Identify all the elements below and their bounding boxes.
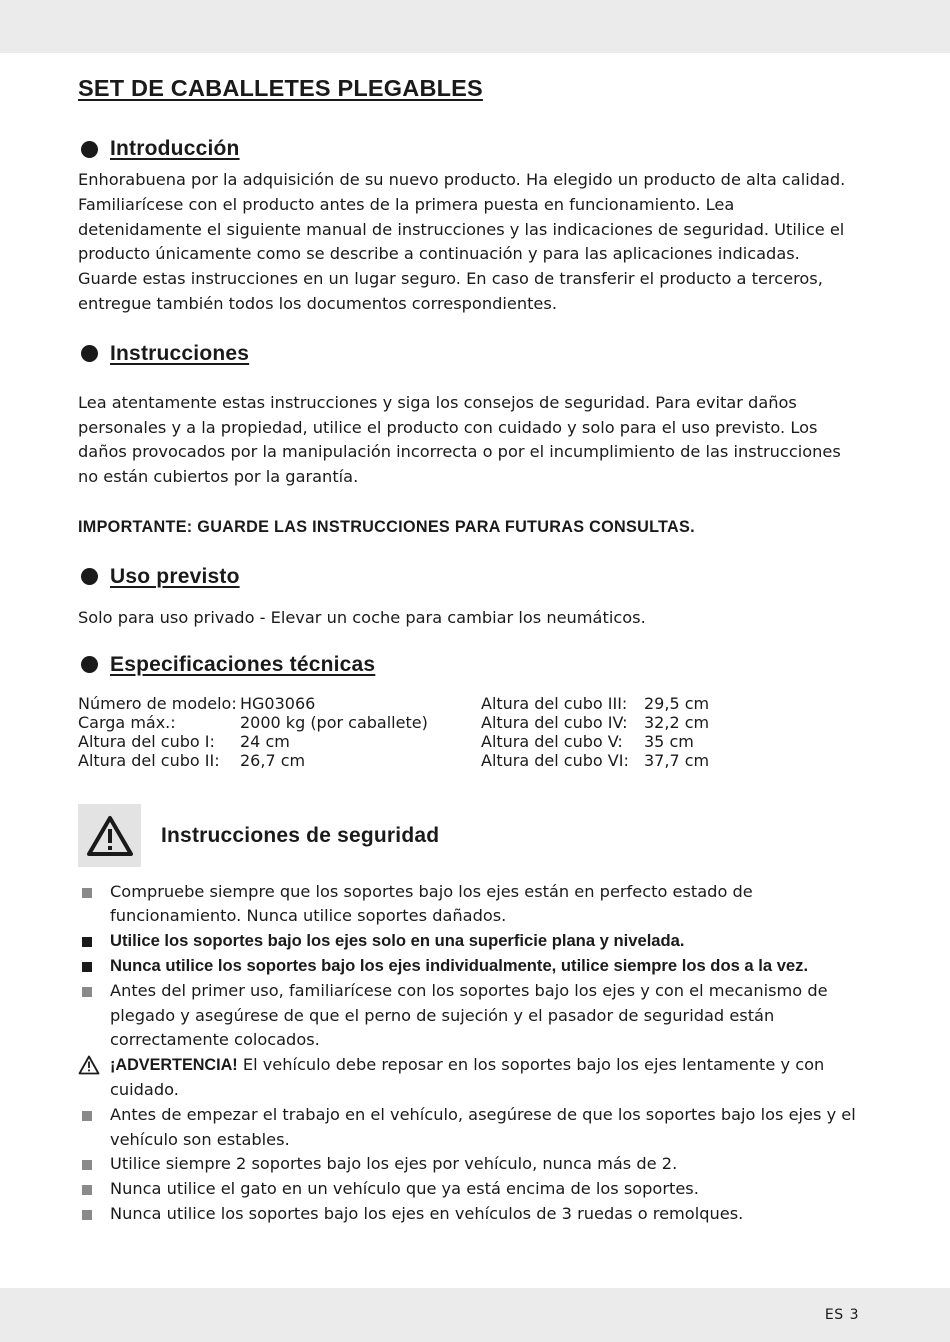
spec-value: 24 cm [240,731,290,751]
footer-language: ES [824,1307,844,1323]
list-item [78,880,863,930]
section-instructions-heading [78,337,863,371]
spec-label: Altura del cubo III: [481,693,628,713]
square-bullet-icon [82,962,92,972]
warning-box [78,804,141,867]
specs-left-column [78,694,428,770]
spec-label: Carga máx.: [78,712,176,732]
item-text: Nunca utilice los soportes bajo los ejes en vehículos de 3 ruedas o remolques. [110,1203,744,1223]
section-specs-heading [78,648,863,682]
spec-value: HG03066 [240,693,316,713]
list-item [78,1177,863,1202]
spec-value: 2000 kg (por caballete) [240,712,428,732]
specs-right-column [481,694,709,770]
square-bullet-icon [82,1210,92,1220]
square-bullet-icon [82,1160,92,1170]
bullet-icon [81,141,98,158]
item-text: Nunca utilice el gato en un vehículo que ya está encima de los soportes. [110,1179,699,1199]
header-bar [0,0,950,53]
safety-title: Instrucciones de seguridad [161,823,440,847]
square-bullet-icon [82,1111,92,1121]
footer-bar [0,1288,950,1342]
page-number: 3 [849,1307,859,1323]
item-text: El vehículo debe reposar en los soportes bajo los ejes lentamente y con cuidado. [110,1055,825,1099]
instructions-paragraph: Lea atentamente estas instrucciones y siga los consejos de seguridad. Para evitar daños personales y a la propiedad, utilice el producto con cuidado y solo para el uso previsto. Los daños provocados por la manipulación incorrecta o por el incumplimiento de las instrucciones no están cubiertos por la garantía. [78,392,841,487]
square-bullet-icon [82,987,92,997]
section-safety-heading [78,804,863,868]
item-text: Utilice los soportes bajo los ejes solo en una superficie plana y nivelada. [110,931,685,951]
warning-label: ¡ADVERTENCIA! [110,1056,238,1075]
page-title: SET DE CABALLETES PLEGABLES [78,75,483,101]
bullet-icon [81,656,98,673]
list-item-warning [78,1053,863,1103]
square-bullet-icon [82,888,92,898]
warning-triangle-icon [78,1055,100,1075]
list-item [78,1202,863,1227]
safety-list [78,880,863,1227]
section-title: Instrucciones [110,341,250,365]
spec-label: Altura del cubo I: [78,731,215,751]
warning-triangle-icon [86,815,134,857]
spec-value: 37,7 cm [644,750,710,770]
page-footer [819,1307,859,1323]
bullet-icon [81,568,98,585]
spec-value: 29,5 cm [644,693,710,713]
section-title: Introducción [110,137,240,160]
list-item [78,1103,863,1153]
spec-label: Número de modelo: [78,693,237,713]
item-text: Compruebe siempre que los soportes bajo los ejes están en perfecto estado de funcionamiento. Nunca utilice soportes dañados. [110,881,753,926]
page-content [78,70,863,1227]
spec-value: 35 cm [644,731,694,751]
section-title: Uso previsto [110,564,240,588]
item-text: Antes de empezar el trabajo en el vehículo, asegúrese de que los soportes bajo los ejes y el vehículo son estables. [110,1104,856,1149]
item-text: Nunca utilice los soportes bajo los ejes individualmente, utilice siempre los dos a la vez. [110,955,809,975]
spec-label: Altura del cubo V: [481,731,623,751]
list-item [78,979,863,1053]
list-item [78,1152,863,1177]
list-item [78,954,863,979]
use-paragraph: Solo para uso privado - Elevar un coche para cambiar los neumáticos. [78,607,646,627]
list-item [78,929,863,954]
bullet-icon [81,345,98,362]
specs-table [78,694,863,794]
item-text: Utilice siempre 2 soportes bajo los ejes por vehículo, nunca más de 2. [110,1154,678,1174]
spec-label: Altura del cubo VI: [481,750,629,770]
section-title: Especificaciones técnicas [110,652,376,676]
section-use-heading [78,560,863,594]
important-notice: IMPORTANTE: GUARDE LAS INSTRUCCIONES PARA FUTURAS CONSULTAS. [78,517,695,536]
section-intro-heading [78,132,863,166]
spec-value: 26,7 cm [240,750,306,770]
spec-value: 32,2 cm [644,712,710,732]
item-text: Antes del primer uso, familiarícese con los soportes bajo los ejes y con el mecanismo de plegado y asegúrese de que el perno de sujeción y el pasador de seguridad están correctamente colocados. [110,980,828,1050]
spec-label: Altura del cubo II: [78,750,220,770]
square-bullet-icon [82,937,92,947]
square-bullet-icon [82,1185,92,1195]
intro-paragraph: Enhorabuena por la adquisición de su nuevo producto. Ha elegido un producto de alta calidad. Familiarícese con el producto antes de la primera puesta en funcionamiento. Lea detenidamente el siguiente manual de instrucciones y las indicaciones de seguridad. Utilice el producto únicamente como se describe a continuación y para las aplicaciones indicadas. Guarde estas instrucciones en un lugar seguro. En caso de transferir el producto a terceros, entregue también todos los documentos correspondientes. [78,170,846,313]
spec-label: Altura del cubo IV: [481,712,628,732]
